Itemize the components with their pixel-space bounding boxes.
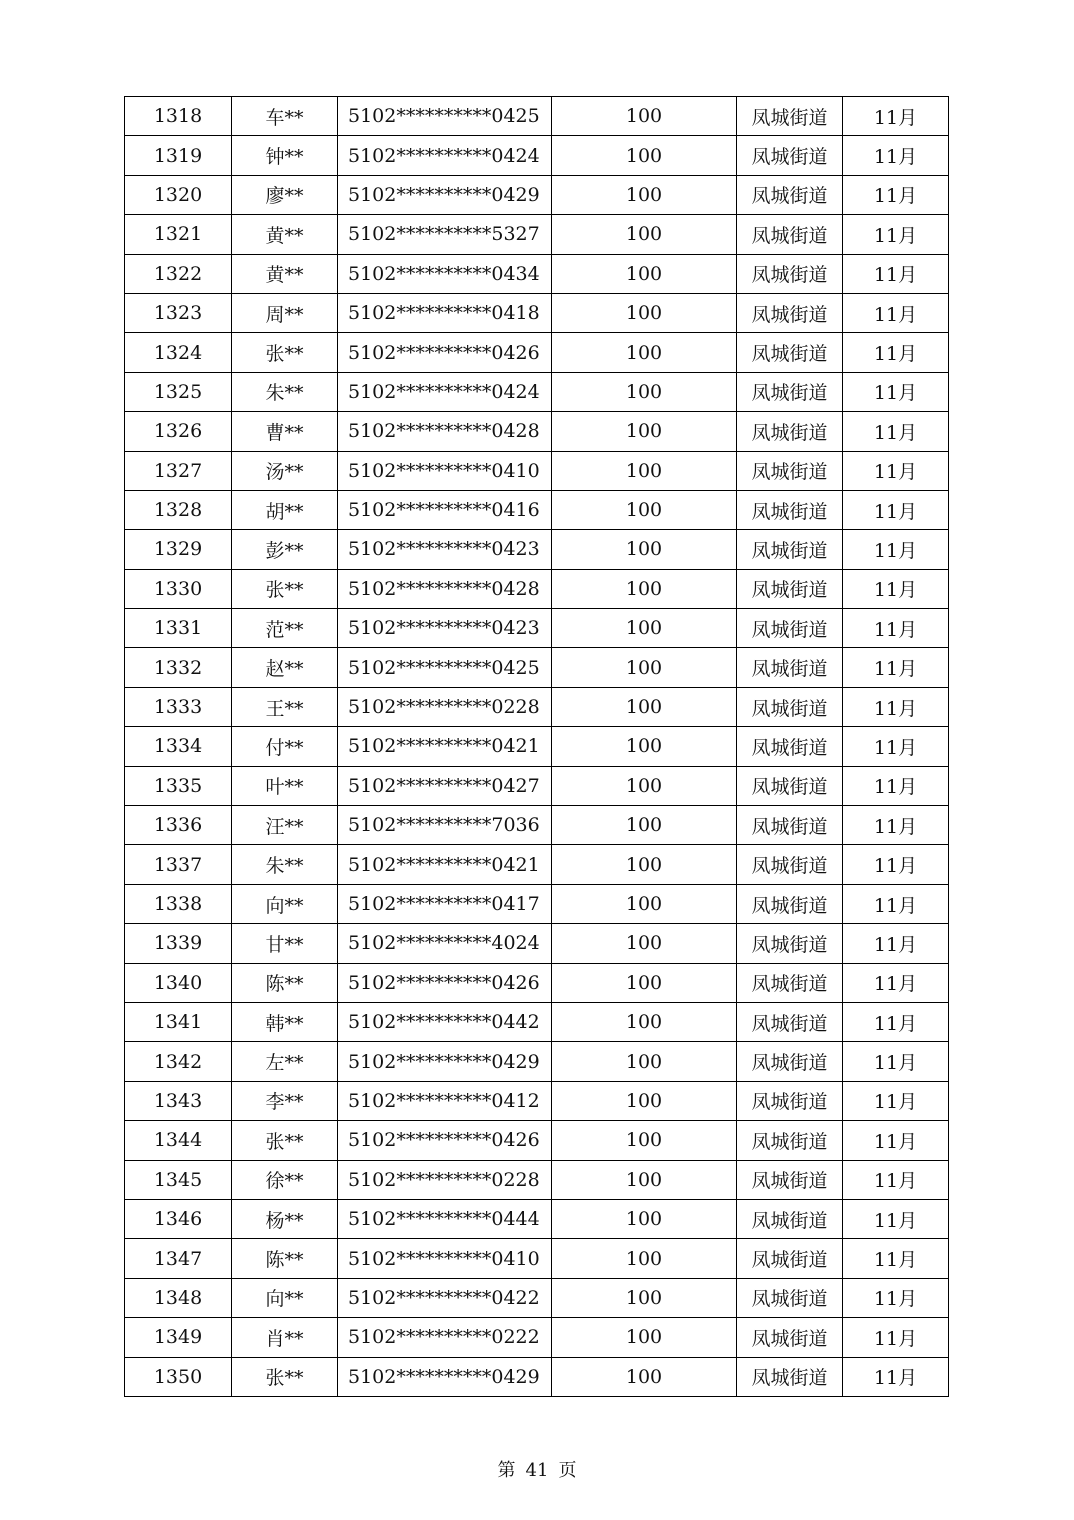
cell-serial-number: 1335 [125, 766, 232, 805]
page-footer [0, 1456, 1074, 1482]
cell-street: 凤城街道 [737, 372, 843, 411]
cell-month: 11月 [843, 609, 949, 648]
cell-name: 叶** [232, 766, 338, 805]
cell-serial-number: 1341 [125, 1002, 232, 1041]
cell-amount: 100 [552, 924, 737, 963]
cell-id-number: 5102**********0412 [338, 1081, 552, 1120]
cell-name: 彭** [232, 530, 338, 569]
table-row [125, 175, 949, 214]
cell-id-number: 5102**********0228 [338, 687, 552, 726]
cell-name: 韩** [232, 1002, 338, 1041]
cell-month: 11月 [843, 1002, 949, 1041]
cell-id-number: 5102**********0425 [338, 97, 552, 136]
cell-name: 汤** [232, 451, 338, 490]
table-row [125, 136, 949, 175]
cell-month: 11月 [843, 845, 949, 884]
cell-name: 张** [232, 1121, 338, 1160]
cell-serial-number: 1344 [125, 1121, 232, 1160]
cell-name: 向** [232, 884, 338, 923]
cell-street: 凤城街道 [737, 412, 843, 451]
cell-street: 凤城街道 [737, 1160, 843, 1199]
cell-month: 11月 [843, 884, 949, 923]
cell-street: 凤城街道 [737, 530, 843, 569]
cell-month: 11月 [843, 215, 949, 254]
cell-month: 11月 [843, 1318, 949, 1357]
cell-month: 11月 [843, 175, 949, 214]
table-row [125, 569, 949, 608]
cell-id-number: 5102**********0425 [338, 648, 552, 687]
cell-name: 钟** [232, 136, 338, 175]
cell-street: 凤城街道 [737, 766, 843, 805]
table-row [125, 97, 949, 136]
cell-month: 11月 [843, 530, 949, 569]
cell-street: 凤城街道 [737, 1121, 843, 1160]
cell-street: 凤城街道 [737, 806, 843, 845]
cell-month: 11月 [843, 766, 949, 805]
cell-id-number: 5102**********0429 [338, 175, 552, 214]
cell-id-number: 5102**********0423 [338, 609, 552, 648]
table-row [125, 648, 949, 687]
table-row [125, 1042, 949, 1081]
cell-amount: 100 [552, 845, 737, 884]
cell-id-number: 5102**********0428 [338, 412, 552, 451]
cell-serial-number: 1331 [125, 609, 232, 648]
cell-name: 胡** [232, 490, 338, 529]
cell-id-number: 5102**********0426 [338, 963, 552, 1002]
cell-amount: 100 [552, 1199, 737, 1238]
cell-name: 李** [232, 1081, 338, 1120]
table-row [125, 254, 949, 293]
table-row [125, 490, 949, 529]
cell-serial-number: 1333 [125, 687, 232, 726]
table-row [125, 333, 949, 372]
cell-name: 王** [232, 687, 338, 726]
cell-month: 11月 [843, 1357, 949, 1396]
cell-amount: 100 [552, 254, 737, 293]
cell-id-number: 5102**********0418 [338, 293, 552, 332]
cell-id-number: 5102**********0429 [338, 1042, 552, 1081]
cell-name: 黄** [232, 254, 338, 293]
cell-street: 凤城街道 [737, 648, 843, 687]
cell-name: 陈** [232, 1239, 338, 1278]
cell-amount: 100 [552, 1278, 737, 1317]
cell-month: 11月 [843, 1160, 949, 1199]
cell-serial-number: 1348 [125, 1278, 232, 1317]
cell-amount: 100 [552, 766, 737, 805]
cell-id-number: 5102**********7036 [338, 806, 552, 845]
cell-amount: 100 [552, 1160, 737, 1199]
cell-amount: 100 [552, 136, 737, 175]
cell-month: 11月 [843, 1121, 949, 1160]
cell-month: 11月 [843, 372, 949, 411]
cell-name: 廖** [232, 175, 338, 214]
table-row [125, 451, 949, 490]
cell-month: 11月 [843, 727, 949, 766]
table-row [125, 215, 949, 254]
cell-amount: 100 [552, 806, 737, 845]
cell-name: 付** [232, 727, 338, 766]
cell-name: 张** [232, 333, 338, 372]
cell-name: 汪** [232, 806, 338, 845]
cell-name: 左** [232, 1042, 338, 1081]
cell-serial-number: 1323 [125, 293, 232, 332]
cell-month: 11月 [843, 1278, 949, 1317]
cell-id-number: 5102**********0417 [338, 884, 552, 923]
cell-serial-number: 1328 [125, 490, 232, 529]
cell-month: 11月 [843, 333, 949, 372]
cell-street: 凤城街道 [737, 175, 843, 214]
cell-serial-number: 1346 [125, 1199, 232, 1238]
cell-amount: 100 [552, 175, 737, 214]
table-row [125, 372, 949, 411]
cell-month: 11月 [843, 412, 949, 451]
cell-serial-number: 1326 [125, 412, 232, 451]
cell-amount: 100 [552, 293, 737, 332]
table-row [125, 1081, 949, 1120]
cell-id-number: 5102**********0421 [338, 727, 552, 766]
cell-serial-number: 1322 [125, 254, 232, 293]
cell-street: 凤城街道 [737, 1081, 843, 1120]
cell-month: 11月 [843, 569, 949, 608]
cell-id-number: 5102**********0424 [338, 372, 552, 411]
cell-amount: 100 [552, 215, 737, 254]
cell-serial-number: 1321 [125, 215, 232, 254]
cell-street: 凤城街道 [737, 1042, 843, 1081]
cell-id-number: 5102**********0228 [338, 1160, 552, 1199]
cell-amount: 100 [552, 727, 737, 766]
table-row [125, 1002, 949, 1041]
cell-amount: 100 [552, 884, 737, 923]
cell-id-number: 5102**********0426 [338, 1121, 552, 1160]
cell-name: 朱** [232, 372, 338, 411]
cell-serial-number: 1345 [125, 1160, 232, 1199]
cell-month: 11月 [843, 924, 949, 963]
cell-amount: 100 [552, 372, 737, 411]
table-row [125, 1357, 949, 1396]
records-table [124, 96, 949, 1397]
table-row [125, 845, 949, 884]
cell-serial-number: 1350 [125, 1357, 232, 1396]
cell-month: 11月 [843, 293, 949, 332]
cell-month: 11月 [843, 1239, 949, 1278]
cell-serial-number: 1319 [125, 136, 232, 175]
cell-id-number: 5102**********0428 [338, 569, 552, 608]
cell-id-number: 5102**********0429 [338, 1357, 552, 1396]
cell-amount: 100 [552, 412, 737, 451]
cell-amount: 100 [552, 1121, 737, 1160]
cell-street: 凤城街道 [737, 97, 843, 136]
cell-street: 凤城街道 [737, 1239, 843, 1278]
cell-id-number: 5102**********0426 [338, 333, 552, 372]
cell-name: 周** [232, 293, 338, 332]
cell-amount: 100 [552, 963, 737, 1002]
cell-street: 凤城街道 [737, 845, 843, 884]
cell-serial-number: 1336 [125, 806, 232, 845]
cell-amount: 100 [552, 1318, 737, 1357]
table-row [125, 766, 949, 805]
cell-street: 凤城街道 [737, 490, 843, 529]
cell-street: 凤城街道 [737, 609, 843, 648]
cell-serial-number: 1340 [125, 963, 232, 1002]
cell-amount: 100 [552, 530, 737, 569]
table-row [125, 884, 949, 923]
cell-serial-number: 1342 [125, 1042, 232, 1081]
table-row [125, 806, 949, 845]
cell-serial-number: 1338 [125, 884, 232, 923]
cell-id-number: 5102**********0410 [338, 451, 552, 490]
cell-street: 凤城街道 [737, 293, 843, 332]
cell-name: 朱** [232, 845, 338, 884]
cell-amount: 100 [552, 609, 737, 648]
cell-name: 甘** [232, 924, 338, 963]
cell-serial-number: 1324 [125, 333, 232, 372]
cell-id-number: 5102**********0427 [338, 766, 552, 805]
cell-name: 赵** [232, 648, 338, 687]
cell-id-number: 5102**********0434 [338, 254, 552, 293]
cell-month: 11月 [843, 1199, 949, 1238]
cell-serial-number: 1339 [125, 924, 232, 963]
cell-id-number: 5102**********0421 [338, 845, 552, 884]
cell-serial-number: 1318 [125, 97, 232, 136]
cell-month: 11月 [843, 687, 949, 726]
cell-street: 凤城街道 [737, 884, 843, 923]
cell-street: 凤城街道 [737, 1318, 843, 1357]
cell-id-number: 5102**********4024 [338, 924, 552, 963]
cell-name: 肖** [232, 1318, 338, 1357]
cell-street: 凤城街道 [737, 727, 843, 766]
cell-month: 11月 [843, 806, 949, 845]
cell-serial-number: 1320 [125, 175, 232, 214]
table-row [125, 412, 949, 451]
table-row [125, 963, 949, 1002]
cell-street: 凤城街道 [737, 136, 843, 175]
cell-month: 11月 [843, 963, 949, 1002]
cell-month: 11月 [843, 254, 949, 293]
cell-amount: 100 [552, 1042, 737, 1081]
cell-name: 车** [232, 97, 338, 136]
cell-month: 11月 [843, 1042, 949, 1081]
cell-month: 11月 [843, 451, 949, 490]
cell-id-number: 5102**********0222 [338, 1318, 552, 1357]
cell-id-number: 5102**********0422 [338, 1278, 552, 1317]
cell-id-number: 5102**********0416 [338, 490, 552, 529]
table-row [125, 293, 949, 332]
cell-serial-number: 1329 [125, 530, 232, 569]
records-table-body [125, 97, 949, 1397]
table-row [125, 1121, 949, 1160]
cell-serial-number: 1325 [125, 372, 232, 411]
table-row [125, 727, 949, 766]
cell-street: 凤城街道 [737, 963, 843, 1002]
cell-id-number: 5102**********5327 [338, 215, 552, 254]
cell-serial-number: 1330 [125, 569, 232, 608]
cell-street: 凤城街道 [737, 924, 843, 963]
cell-month: 11月 [843, 648, 949, 687]
cell-amount: 100 [552, 648, 737, 687]
cell-amount: 100 [552, 1081, 737, 1120]
cell-street: 凤城街道 [737, 569, 843, 608]
cell-name: 范** [232, 609, 338, 648]
table-row [125, 1318, 949, 1357]
cell-amount: 100 [552, 490, 737, 529]
cell-street: 凤城街道 [737, 451, 843, 490]
cell-amount: 100 [552, 1002, 737, 1041]
cell-serial-number: 1349 [125, 1318, 232, 1357]
cell-month: 11月 [843, 136, 949, 175]
cell-id-number: 5102**********0410 [338, 1239, 552, 1278]
cell-amount: 100 [552, 333, 737, 372]
cell-serial-number: 1327 [125, 451, 232, 490]
cell-street: 凤城街道 [737, 215, 843, 254]
cell-amount: 100 [552, 451, 737, 490]
cell-street: 凤城街道 [737, 1357, 843, 1396]
cell-month: 11月 [843, 1081, 949, 1120]
cell-street: 凤城街道 [737, 1199, 843, 1238]
table-row [125, 1278, 949, 1317]
cell-name: 向** [232, 1278, 338, 1317]
cell-street: 凤城街道 [737, 1002, 843, 1041]
cell-serial-number: 1347 [125, 1239, 232, 1278]
cell-month: 11月 [843, 97, 949, 136]
table-row [125, 924, 949, 963]
cell-street: 凤城街道 [737, 254, 843, 293]
cell-name: 徐** [232, 1160, 338, 1199]
cell-id-number: 5102**********0444 [338, 1199, 552, 1238]
cell-name: 曹** [232, 412, 338, 451]
cell-id-number: 5102**********0442 [338, 1002, 552, 1041]
cell-serial-number: 1337 [125, 845, 232, 884]
cell-amount: 100 [552, 97, 737, 136]
cell-amount: 100 [552, 687, 737, 726]
cell-name: 杨** [232, 1199, 338, 1238]
cell-amount: 100 [552, 569, 737, 608]
cell-serial-number: 1332 [125, 648, 232, 687]
page-footer-prefix: 第 [497, 1460, 516, 1481]
cell-month: 11月 [843, 490, 949, 529]
page-footer-suffix: 页 [558, 1460, 577, 1481]
cell-name: 张** [232, 1357, 338, 1396]
cell-name: 陈** [232, 963, 338, 1002]
cell-id-number: 5102**********0423 [338, 530, 552, 569]
cell-street: 凤城街道 [737, 333, 843, 372]
table-row [125, 530, 949, 569]
cell-name: 张** [232, 569, 338, 608]
cell-serial-number: 1343 [125, 1081, 232, 1120]
cell-amount: 100 [552, 1239, 737, 1278]
cell-street: 凤城街道 [737, 687, 843, 726]
table-row [125, 609, 949, 648]
table-row [125, 1160, 949, 1199]
cell-serial-number: 1334 [125, 727, 232, 766]
cell-id-number: 5102**********0424 [338, 136, 552, 175]
table-row [125, 687, 949, 726]
cell-amount: 100 [552, 1357, 737, 1396]
cell-name: 黄** [232, 215, 338, 254]
table-row [125, 1239, 949, 1278]
cell-street: 凤城街道 [737, 1278, 843, 1317]
table-row [125, 1199, 949, 1238]
page-number: 41 [525, 1460, 549, 1481]
